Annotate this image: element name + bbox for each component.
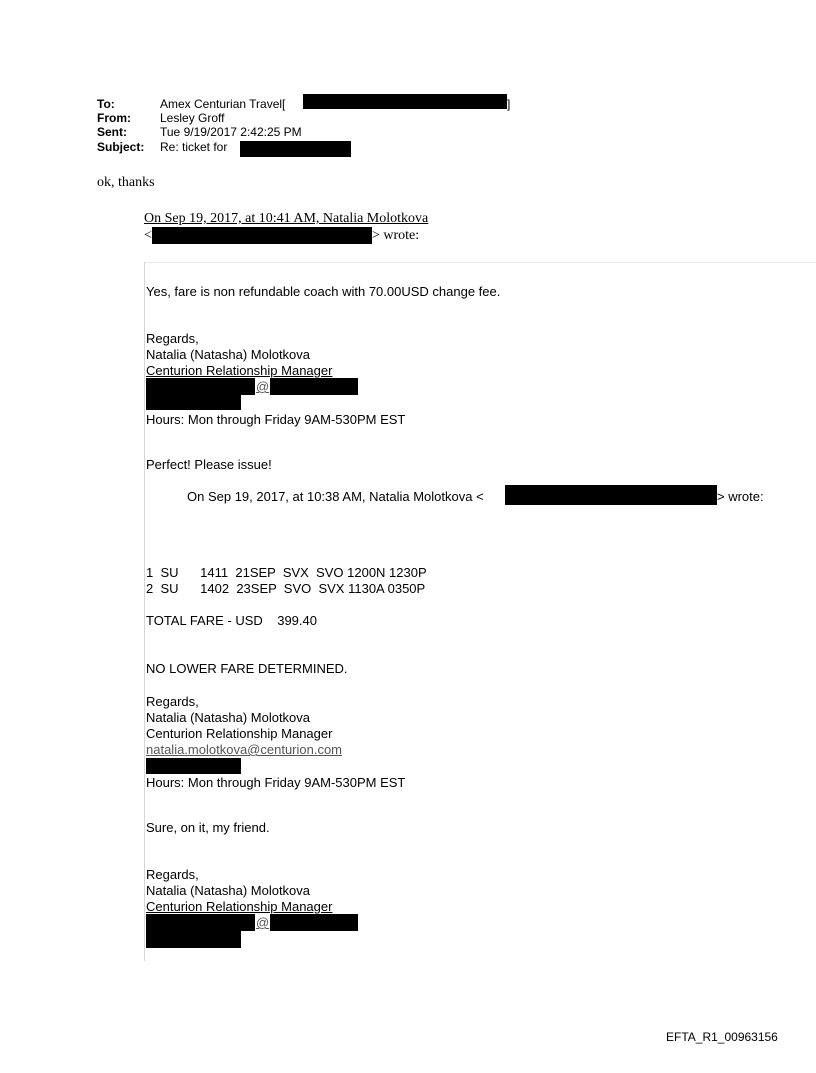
quoted-para-3: Sure, on it, my friend.	[146, 820, 270, 835]
redaction-block	[146, 914, 255, 931]
sent-label: Sent:	[97, 125, 127, 139]
sig2-name: Natalia (Natasha) Molotkova	[146, 710, 311, 725]
from-value: Lesley Groff	[160, 111, 225, 125]
sent-value: Tue 9/19/2017 2:42:25 PM	[160, 125, 302, 139]
to-close-bracket: ]	[507, 97, 511, 111]
quote-intro-wrote: > wrote:	[372, 228, 420, 243]
reply-text: ok, thanks	[97, 175, 155, 190]
sig1-hours: Hours: Mon through Friday 9AM-530PM EST	[146, 412, 406, 427]
redaction-block	[270, 914, 358, 931]
sig2-email-link[interactable]: natalia.molotkova@centurion.com	[146, 742, 343, 757]
quote-intro-lt: <	[144, 228, 152, 243]
subject-value: Re: ticket for	[160, 140, 228, 154]
redaction-block	[240, 141, 351, 157]
to-label: To:	[97, 97, 115, 111]
quote-intro-line: On Sep 19, 2017, at 10:41 AM, Natalia Molotkova	[144, 211, 429, 226]
from-label: From:	[97, 111, 131, 125]
sig3-regards: Regards,	[146, 867, 199, 882]
sig3-name: Natalia (Natasha) Molotkova	[146, 883, 311, 898]
to-value: Amex Centurian Travel[	[160, 97, 286, 111]
itinerary-line-2: 2 SU 1402 23SEP SVO SVX 1130A 0350P	[146, 581, 426, 596]
redaction-block	[270, 378, 358, 395]
sig3-title: Centurion Relationship Manager	[146, 899, 333, 914]
itinerary-line-1: 1 SU 1411 21SEP SVX SVO 1200N 1230P	[146, 565, 427, 580]
sig2-hours: Hours: Mon through Friday 9AM-530PM EST	[146, 775, 406, 790]
sig3-email-at: @	[256, 915, 270, 930]
sig1-regards: Regards,	[146, 331, 199, 346]
redaction-block	[152, 227, 372, 244]
subject-label: Subject:	[97, 140, 145, 154]
no-lower-fare: NO LOWER FARE DETERMINED.	[146, 661, 348, 676]
sig1-email-at: @	[256, 379, 270, 394]
sig2-regards: Regards,	[146, 694, 199, 709]
sig2-title: Centurion Relationship Manager	[146, 726, 333, 741]
redaction-block	[505, 485, 717, 505]
redaction-block	[146, 395, 241, 410]
redaction-block	[146, 758, 241, 774]
nested-quote-wrote: > wrote:	[717, 489, 764, 504]
redaction-block	[146, 931, 241, 948]
total-fare: TOTAL FARE - USD 399.40	[146, 613, 317, 628]
sig1-title: Centurion Relationship Manager	[146, 363, 333, 378]
quoted-para-1: Yes, fare is non refundable coach with 70.00USD change fee.	[146, 284, 501, 299]
redaction-block	[146, 378, 255, 395]
redaction-block	[303, 94, 507, 109]
sig1-name: Natalia (Natasha) Molotkova	[146, 347, 311, 362]
document-id: EFTA_R1_00963156	[666, 1030, 778, 1044]
nested-quote-intro: On Sep 19, 2017, at 10:38 AM, Natalia Molotkova <	[187, 489, 484, 504]
quoted-para-2: Perfect! Please issue!	[146, 457, 272, 472]
